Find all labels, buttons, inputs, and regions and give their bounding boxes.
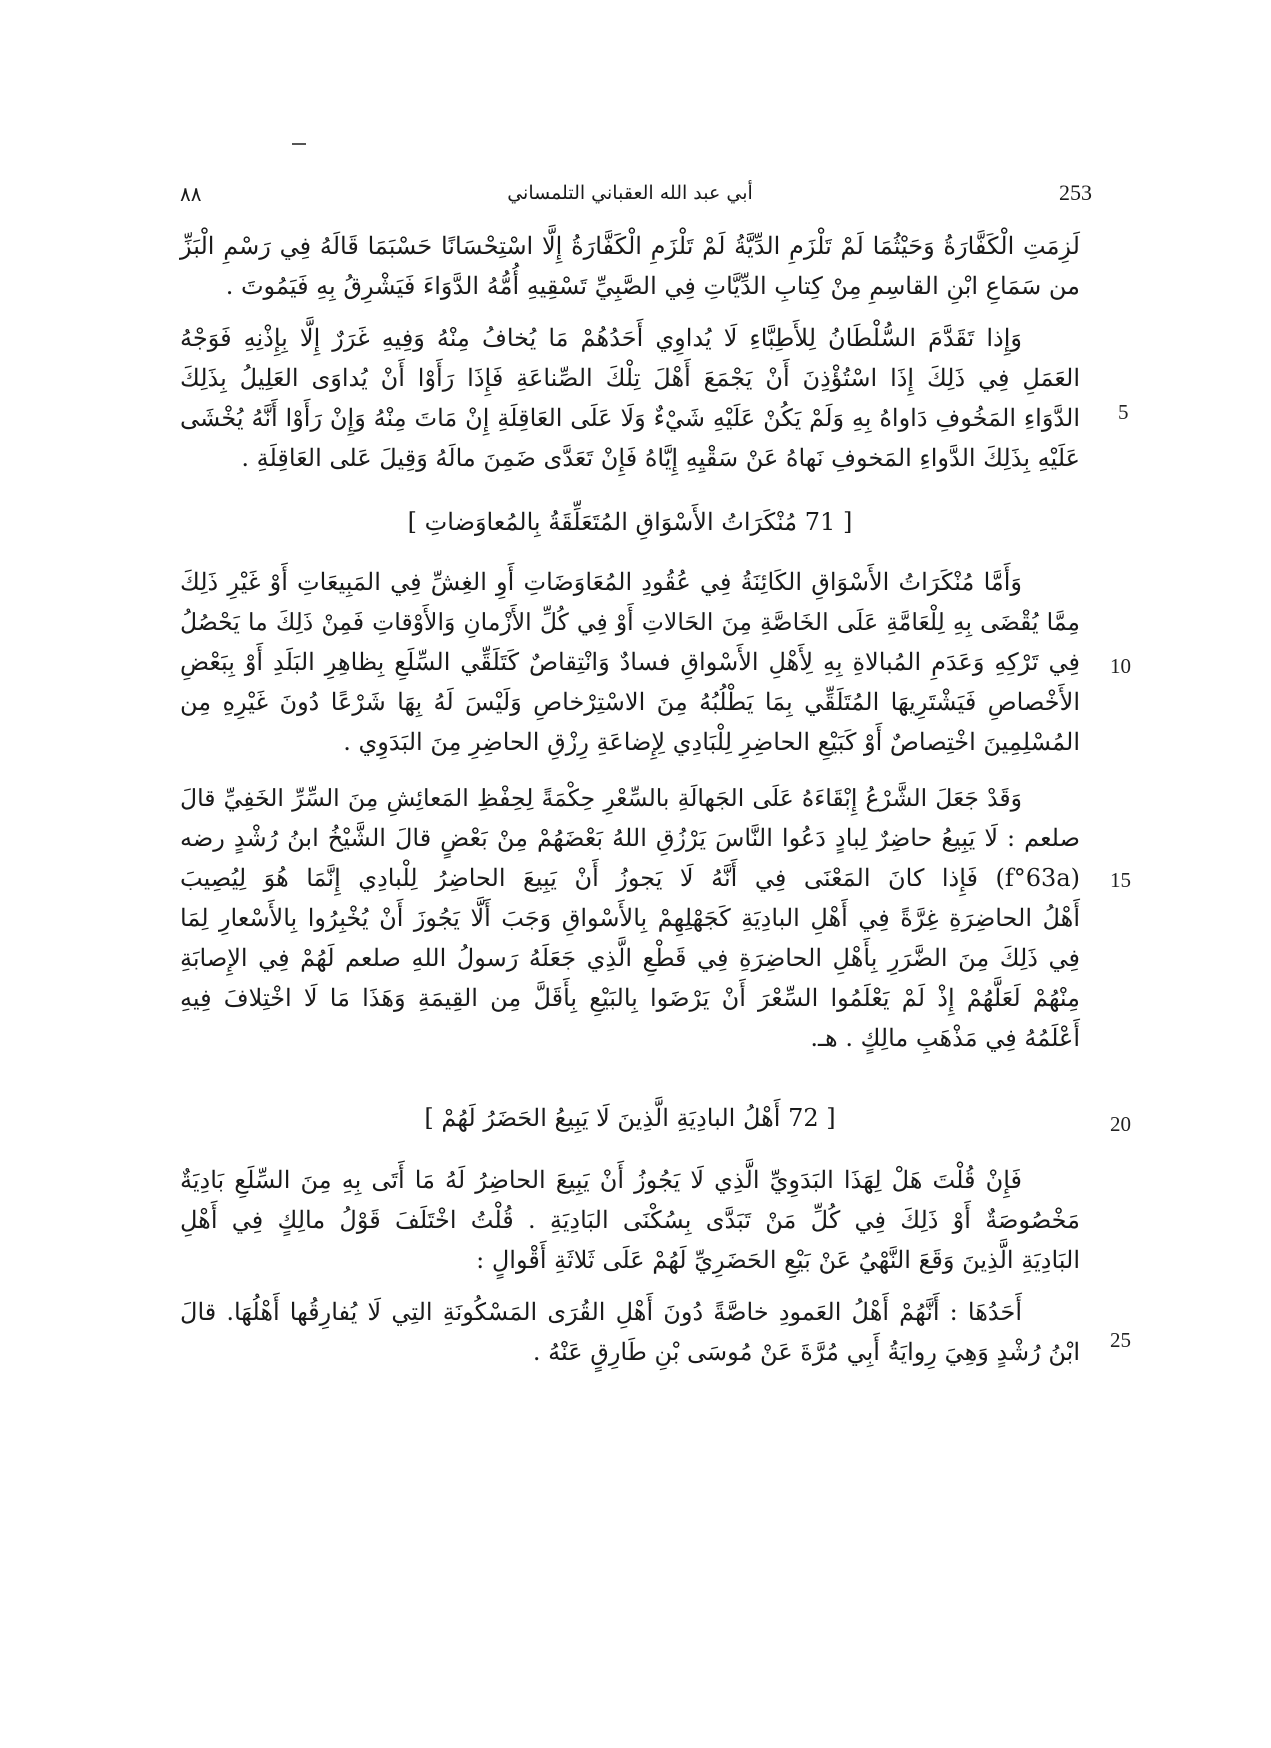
- paragraph-1: [180, 226, 1080, 306]
- text-line: الدَّوَاءِ المَخُوفِ دَاواهُ بِهِ وَلَمْ يَكُنْ عَلَيْهِ شَيْءٌ وَلَا عَلَى العَاقِلَةِ إِنْ مَاتَ مِنْهُ وَإِنْ رَأَوْا أَنَّهُ يُخْشَى: [180, 404, 1080, 432]
- section-heading-72: [ 72 أَهْلُ البادِيَةِ الَّذِينَ لَا يَبِيعُ الحَضَرُ لَهُمْ ]: [424, 1104, 836, 1132]
- text-line: فِي تَرْكِهِ وَعَدَمِ المُبالاةِ بِهِ لِأَهْلِ الأَسْواقِ فسادٌ وَانْتِقاصٌ كَتَلَقِّي السِّلَعِ بِظاهِرِ البَلَدِ أَوْ بِبَعْضِ: [180, 648, 1080, 676]
- line-number-25: 25: [1110, 1328, 1131, 1352]
- line-number-15: 15: [1110, 868, 1131, 892]
- text-line: البَادِيَةِ الَّذِينَ وَقَعَ النَّهْيُ عَنْ بَيْعِ الحَضَرِيِّ لَهُمْ عَلَى ثَلاثَةِ أَقْوالٍ :: [476, 1246, 1080, 1274]
- text-line: عَلَيْهِ بِذَلِكَ الدَّواءِ المَخوفِ نَهاهُ عَنْ سَقْيِهِ إِيَّاهُ فَإِنْ تَعَدَّى ضَمِنَ مالَهُ وَقِيلَ عَلى العَاقِلَةِ .: [241, 444, 1080, 472]
- text-line: أَعْلَمُهُ فِي مَذْهَبِ مالِكٍ . هـ.: [810, 1024, 1080, 1052]
- text-line: فَإِنْ قُلْتَ هَلْ لِهَذَا البَدَوِيِّ الَّذِي لَا يَجُوزُ أَنْ يَبِيعَ الحاضِرُ لَهُ مَا أَتَى بِهِ مِنَ السِّلَعِ بَادِيَةٌ: [180, 1166, 1022, 1194]
- text-line: المُسْلِمِينَ اخْتِصاصٌ أَوْ كَبَيْعِ الحاضِرِ لِلْبَادِي لِإِضاعَةِ رِزْقِ الحاضِرِ مِنَ البَدَوِي .: [343, 728, 1080, 756]
- text-line: ابْنُ رُشْدٍ وَهِيَ رِوايَةُ أَبِي مُرَّةَ عَنْ مُوسَى بْنِ طَارِقٍ عَنْهُ .: [532, 1338, 1080, 1366]
- arabic-page-number: ٨٨: [180, 182, 202, 206]
- text-line: وَأَمَّا مُنْكَرَاتُ الأَسْوَاقِ الكَائِنَةُ فِي عُقُودِ المُعَاوَضَاتِ أَوِ الغِشِّ فِي المَبِيعَاتِ أَوْ غَيْرِ ذَلِكَ: [180, 568, 1022, 596]
- text-line: (f°63a) فَإِذا كانَ المَعْنَى فِي أَنَّهُ لَا يَجوزُ أَنْ يَبِيعَ الحاضِرُ لِلْبادِي إِنَّمَا هُوَ لِيُصِيبَ: [180, 864, 1080, 892]
- text-line: مِمَّا يُقْضَى بِهِ لِلْعَامَّةِ عَلَى الخَاصَّةِ مِنَ الحَالاتِ أَوْ فِي كُلِّ الأَزْمانِ وَالأَوْقاتِ فَمِنْ ذَلِكَ ما يَحْصُلُ: [180, 608, 1080, 636]
- line-number-20: 20: [1110, 1112, 1131, 1136]
- text-line: العَمَلِ فِي ذَلِكَ إِذَا اسْتُؤْذِنَ أَنْ يَجْمَعَ أَهْلَ تِلْكَ الصِّناعَةِ فَإِذَا رَأَوْا أَنْ يُداوَى العَلِيلُ بِذَلِكَ: [180, 364, 1080, 392]
- text-line: أَهْلُ الحاضِرَةِ غِرَّةً فِي أَهْلِ البادِيَةِ كَجَهْلِهِمْ بِالأَسْواقِ وَجَبَ أَلَّا يَجُوزَ أَنْ يُخْبِرُوا بِالأَسْعارِ لِمَا: [180, 904, 1080, 932]
- page-header: [180, 178, 1092, 218]
- line-number-5: 5: [1118, 400, 1129, 424]
- paragraph-5: [180, 1160, 1080, 1280]
- margin-mark: [292, 143, 306, 145]
- section-heading-71: [ 71 مُنْكَرَاتُ الأَسْوَاقِ المُتَعَلِّقَةُ بِالمُعاوَضاتِ ]: [407, 508, 853, 536]
- text-line: من سَمَاعِ ابْنِ القاسِمِ مِنْ كِتابِ الدِّيَّاتِ فِي الصَّبِيِّ تَسْقِيهِ أُمُّهُ الدَّوَاءَ فَيَشْرِقُ بِهِ فَيَمُوتَ .: [225, 272, 1080, 300]
- text-line: صلعم : لَا يَبِيعُ حاضِرٌ لِبادٍ دَعُوا النَّاسَ يَرْزُقِ اللهُ بَعْضَهُمْ مِنْ بَعْضٍ قالَ الشَّيْخُ ابنُ رُشْدٍ رضه: [180, 824, 1081, 852]
- text-line: وَإِذا تَقَدَّمَ السُّلْطَانُ لِلأَطِبَّاءِ لَا يُداوِي أَحَدُهُمْ مَا يُخافُ مِنْهُ وَفِيهِ غَرَرٌ إِلَّا بِإِذْنِهِ فَوَجْهُ: [180, 324, 1022, 352]
- text-line: الأَخْصاصِ فَيَشْتَرِيهَا المُتَلَقِّي بِمَا يَطْلُبُهُ مِنَ الاسْتِرْخاصِ وَلَيْسَ لَهُ بِهَا شَرْعًا دُونَ غَيْرِهِ مِن: [180, 688, 1080, 716]
- paragraph-2: [180, 318, 1080, 478]
- text-line: وَقَدْ جَعَلَ الشَّرْعُ إِبْقَاءَهُ عَلَى الجَهالَةِ بالسِّعْرِ حِكْمَةً لِحِفْظِ المَعائِشِ مِنَ السِّرِّ الخَفِيِّ قالَ: [180, 784, 1022, 812]
- text-line: أَحَدُهَا : أَنَّهُمْ أَهْلُ العَمودِ خاصَّةً دُونَ أَهْلِ القُرَى المَسْكُونَةِ التِي لَا يُفارِقُها أَهْلُهَا. قالَ: [180, 1298, 1022, 1326]
- text-line: لَزِمَتِ الْكَفَّارَةُ وَحَيْثُمَا لَمْ تَلْزَمِ الدِّيَّةُ لَمْ تَلْزَمِ الْكَفَّارَةُ إِلَّا اسْتِحْسَانًا حَسْبَمَا قَالَهُ فِي رَسْمِ الْبَزِّ: [180, 232, 1080, 260]
- running-title: أبي عبد الله العقباني التلمساني: [507, 182, 753, 204]
- text-line: مِنْهُمْ لَعَلَّهُمْ إِذْ لَمْ يَعْلَمُوا السِّعْرَ أَنْ يَرْضَوا بِالبَيْعِ بِأَقَلَّ مِن القِيمَةِ وَهَذَا مَا لَا اخْتِلافَ فِيهِ: [180, 984, 1080, 1012]
- paragraph-6: [180, 1292, 1080, 1372]
- line-number-10: 10: [1110, 654, 1131, 678]
- text-line: مَخْصُوصَةٌ أَوْ ذَلِكَ فِي كُلِّ مَنْ تَبَدَّى بِسُكْنَى البَادِيَةِ . قُلْتُ اخْتَلَفَ قَوْلُ مالِكٍ فِي أَهْلِ: [180, 1206, 1080, 1234]
- paragraph-4: [180, 778, 1080, 1058]
- page-number: 253: [1059, 180, 1092, 205]
- text-line: فِي ذَلِكَ مِنَ الضَّرَرِ بِأَهْلِ الحاضِرَةِ فِي قَطْعِ الَّذِي جَعَلَهُ رَسولُ اللهِ صلعم لَهُمْ فِي الإِصابَةِ: [180, 944, 1080, 972]
- paragraph-3: [180, 562, 1080, 762]
